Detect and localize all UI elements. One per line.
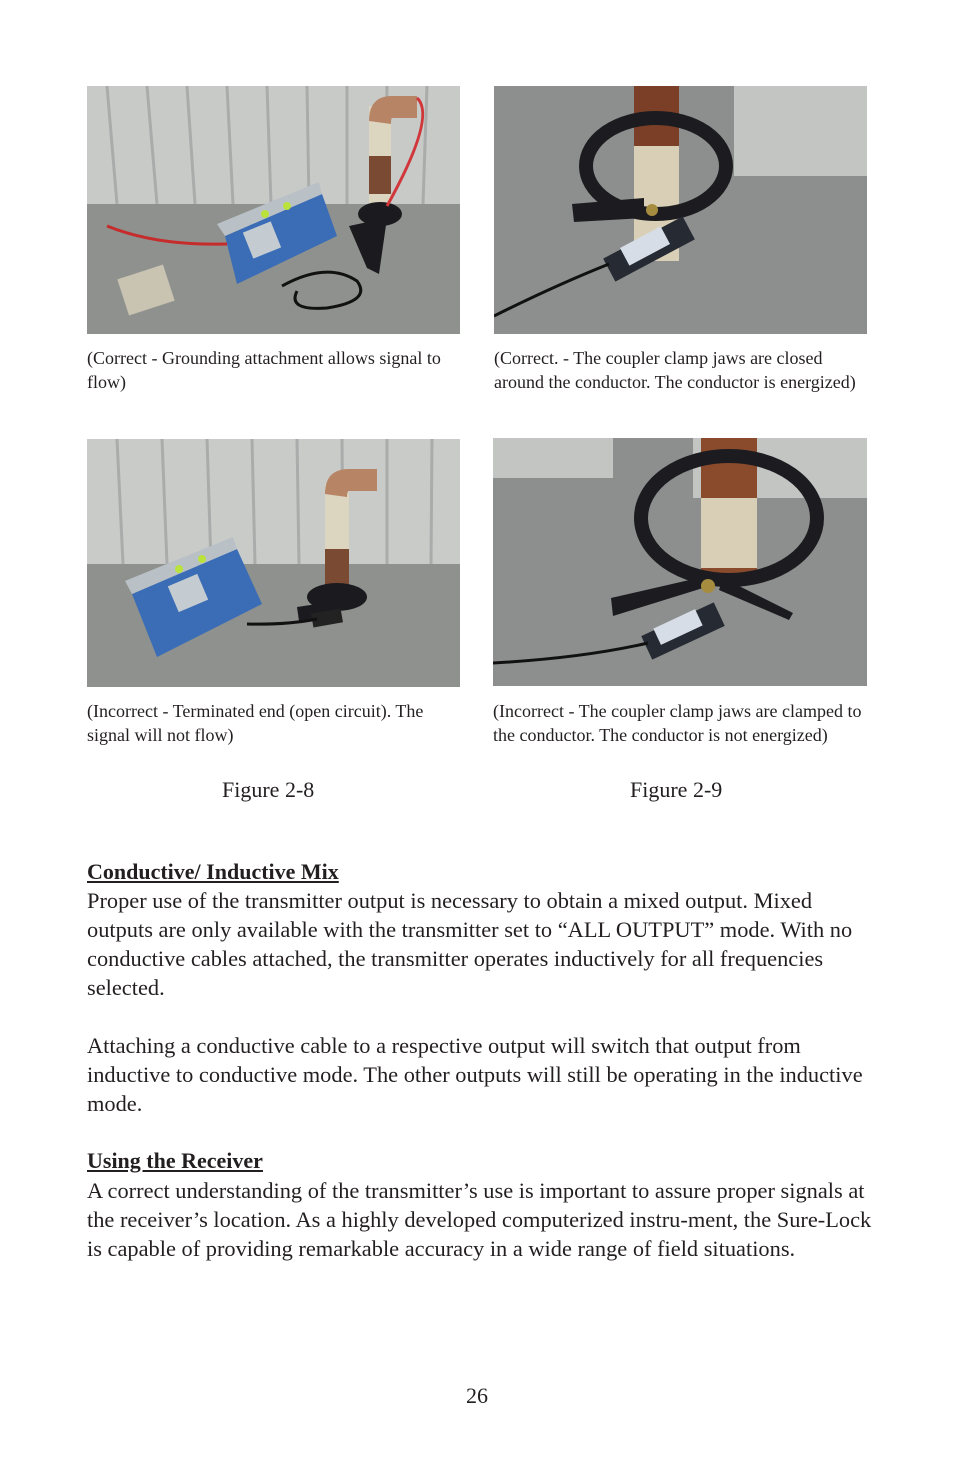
paragraph-text: A correct understanding of the transmitter’s use is important to assure proper signals at the receiver’s location. As a highly developed computerized instru-ment, the Sure-Lock is capable of providing remarkable accuracy in a wide range of field situations. (87, 1178, 872, 1261)
photo-grounding-correct (87, 86, 460, 334)
photo-clamp-incorrect (493, 438, 867, 686)
section-heading-using-the-receiver: Using the Receiver (87, 1148, 263, 1173)
paragraph-text: Attaching a conductive cable to a respective output will switch that output from inductive to conductive mode. The other outputs will still be operating in the inductive mode. (87, 1033, 863, 1116)
figure-label-2-8: Figure 2-8 (222, 777, 315, 802)
caption-clamp-correct: (Correct. - The coupler clamp jaws are closed around the conductor. The conductor is energized) (494, 348, 856, 392)
caption-clamp-incorrect: (Incorrect - The coupler clamp jaws are clamped to the conductor. The conductor is not energized) (493, 701, 862, 745)
paragraph-mixed-output (87, 886, 877, 1002)
photo-terminated-incorrect (87, 439, 460, 687)
paragraph-conductive-cable (87, 1031, 877, 1118)
paragraph-text: Proper use of the transmitter output is necessary to obtain a mixed output. Mixed outputs are only available with the transmitter set to “ALL OUTPUT” mode. With no conductive cables attached, the transmitter operates inductively for all frequencies selected. (87, 888, 853, 1000)
caption-terminated-incorrect: (Incorrect - Terminated end (open circuit). The signal will not flow) (87, 701, 424, 745)
photo-clamp-correct (494, 86, 867, 334)
caption-grounding-correct: (Correct - Grounding attachment allows signal to flow) (87, 348, 441, 392)
paragraph-receiver (87, 1176, 877, 1263)
section-heading-conductive-inductive-mix: Conductive/ Inductive Mix (87, 859, 339, 884)
page-number: 26 (466, 1383, 488, 1408)
figure-label-2-9: Figure 2-9 (630, 777, 723, 802)
